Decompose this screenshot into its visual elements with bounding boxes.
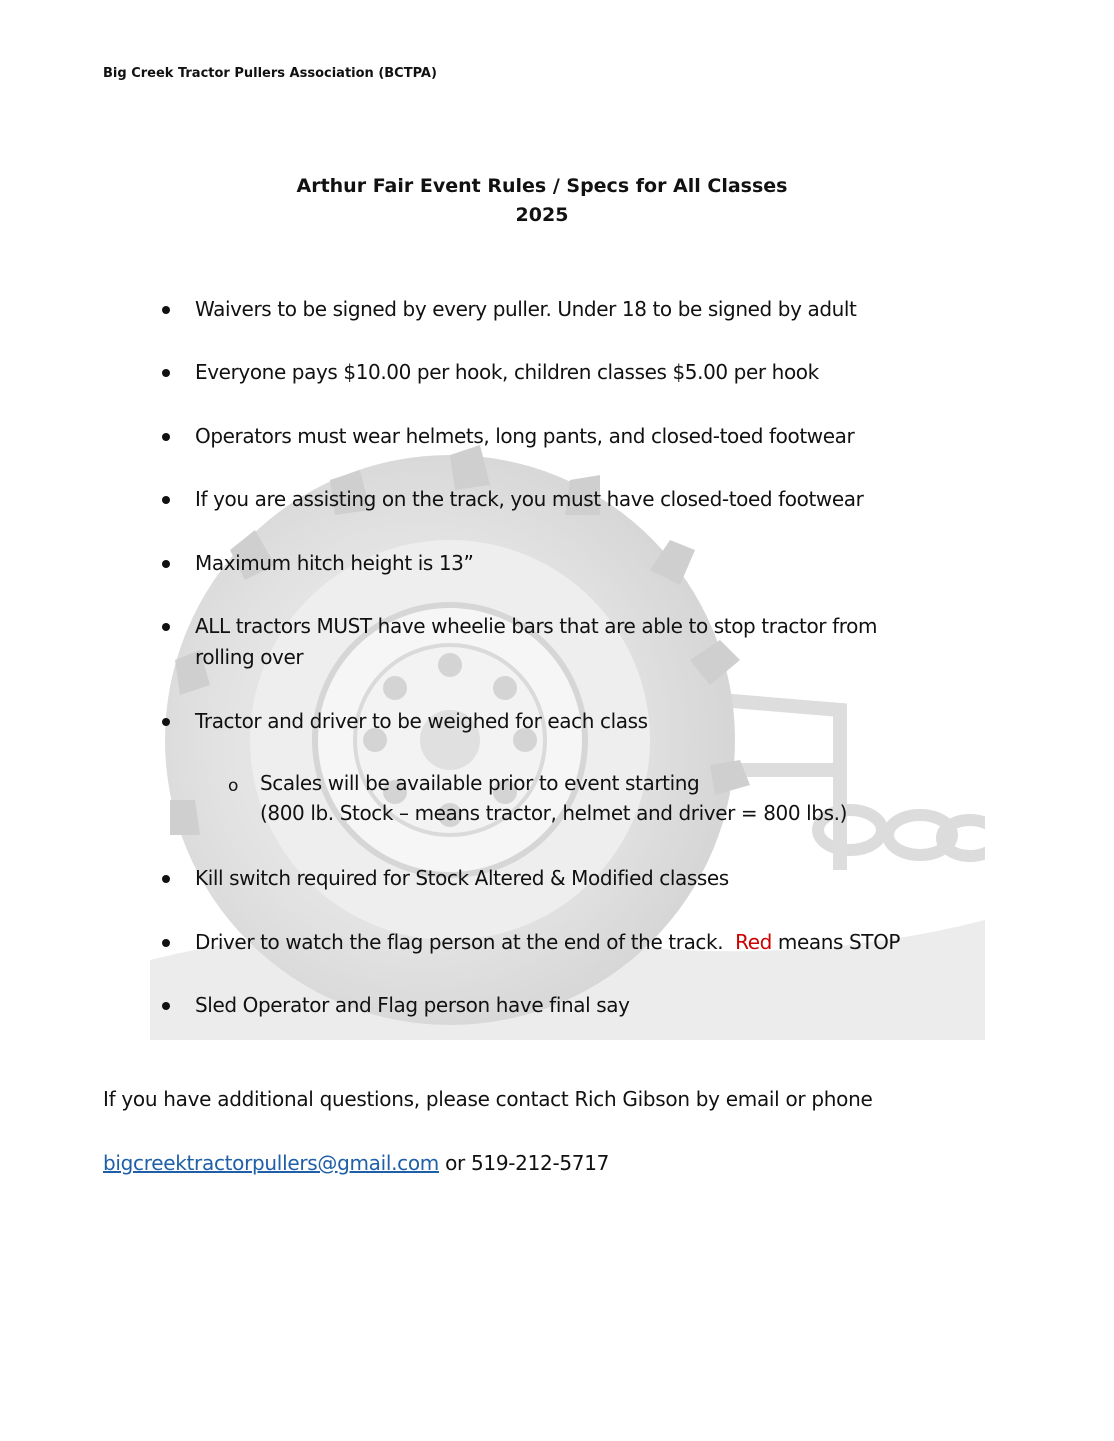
rule-fees: Everyone pays $10.00 per hook, children classes $5.00 per hook [195,360,819,384]
bullet-icon [162,1002,170,1010]
bullet-icon [162,718,170,726]
rule-kill-switch: Kill switch required for Stock Altered & Modified classes [195,866,729,890]
sub-rule-scales-line-2: (800 lb. Stock – means tractor, helmet and driver = 800 lbs.) [260,801,847,825]
rule-flag-person-text: Driver to watch the flag person at the end of the track. [195,930,724,954]
phone-number: 519-212-5717 [470,1151,610,1175]
rule-waivers: Waivers to be signed by every puller. Under 18 to be signed by adult [195,297,857,321]
bullet-icon [162,875,170,883]
rule-flag-person-stop: means STOP [777,930,901,954]
bullet-icon [162,369,170,377]
sub-rule-scales [260,768,980,828]
bullet-icon [162,433,170,441]
rule-hitch-height: Maximum hitch height is 13” [195,551,474,575]
contact-details [103,1148,609,1178]
contact-paragraph: If you have additional questions, please contact Rich Gibson by email or phone [103,1087,873,1111]
rule-wheelie-bars [195,611,985,673]
sub-rule-scales-line-1: Scales will be available prior to event starting [260,771,700,795]
rule-operator-gear: Operators must wear helmets, long pants, and closed-toed footwear [195,424,855,448]
rule-wheelie-bars-line-1: ALL tractors MUST have wheelie bars that are able to stop tractor from [195,614,878,638]
title-year: 2025 [515,204,569,226]
title-line-1: Arthur Fair Event Rules / Specs for All Classes [296,175,788,197]
contact-separator: or [445,1151,465,1175]
rule-flag-person [195,927,985,958]
bullet-icon [162,939,170,947]
email-link[interactable]: bigcreektractorpullers@gmail.com [103,1151,439,1175]
rule-wheelie-bars-line-2: rolling over [195,645,304,669]
sub-bullet-icon: o [228,776,239,796]
bullet-icon [162,560,170,568]
bullet-icon [162,623,170,631]
red-stop-word: Red [735,930,772,954]
rule-assistant-footwear: If you are assisting on the track, you must have closed-toed footwear [195,487,864,511]
organization-header: Big Creek Tractor Pullers Association (BCTPA) [103,66,437,81]
bullet-icon [162,496,170,504]
bullet-icon [162,306,170,314]
rule-final-say: Sled Operator and Flag person have final say [195,993,630,1017]
rule-weigh-in: Tractor and driver to be weighed for each class [195,709,648,733]
